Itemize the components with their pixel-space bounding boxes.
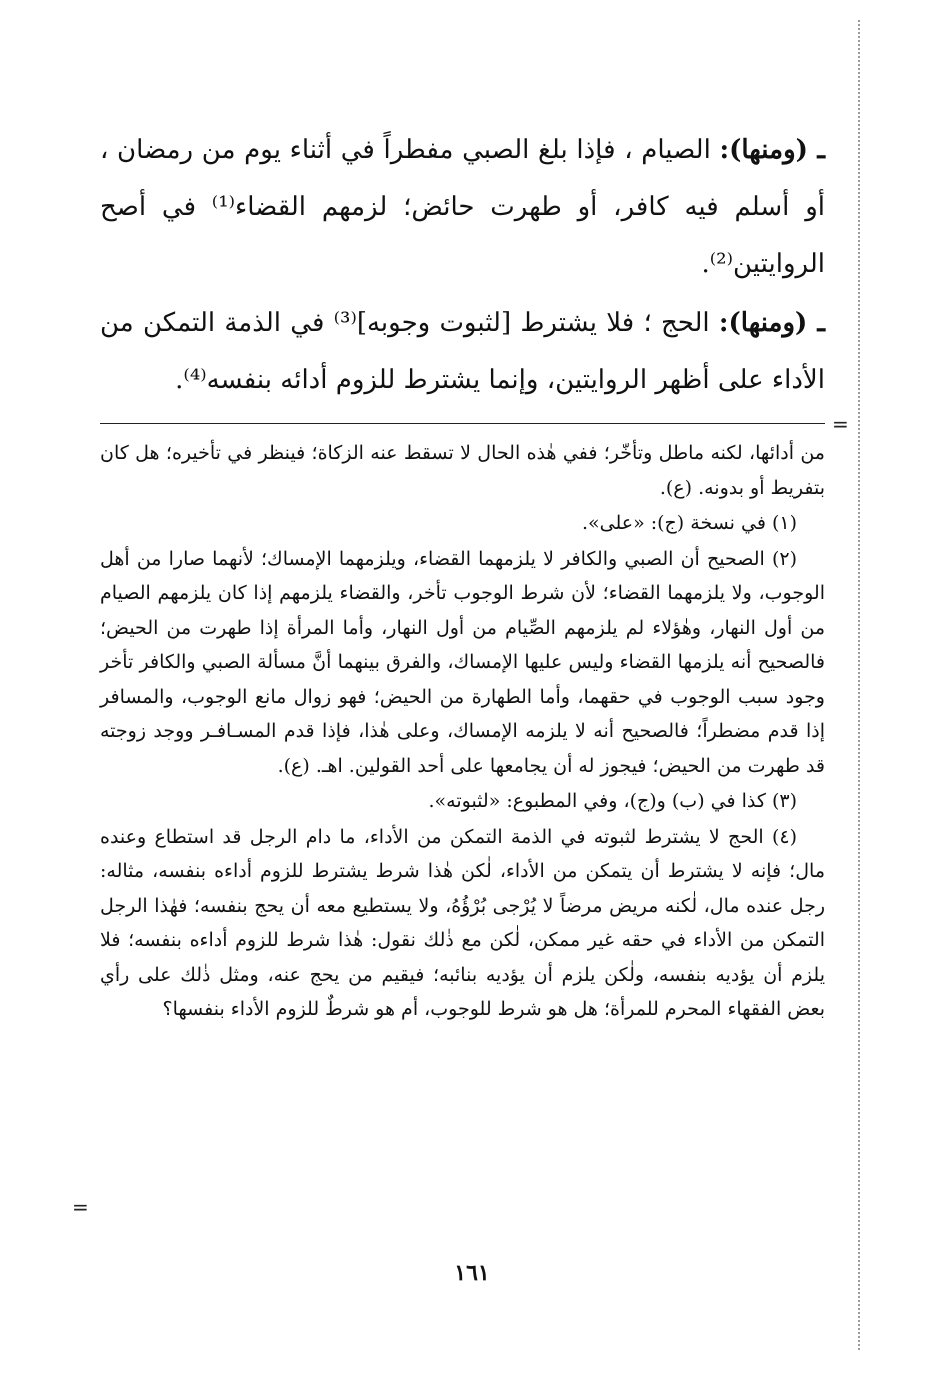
main-paragraph-2 <box>100 295 825 409</box>
footnote-continued: من أدائها، لكنه ماطل وتأخّر؛ ففي هٰذه الحال لا تسقط عنه الزكاة؛ فينظر في تأخيره؛ هل كان بتفريط أو بدونه. (ع). <box>100 442 825 499</box>
paragraph-text: الحج ؛ فلا يشترط [لثبوت وجوبه]⁽³⁾ في الذمة التمكن من الأداء على أظهر الروايتين، وإنما يشترط للزوم أدائه بنفسه⁽⁴⁾. <box>100 308 825 395</box>
footnote-divider <box>100 423 825 424</box>
footnote-2: (٢) الصحيح أن الصبي والكافر لا يلزمهما القضاء، ويلزمهما الإمساك؛ لأنهما صارا من أهل الوجوب، ولا يلزمهما القضاء؛ لأن شرط الوجوب تأخر، والقضاء يلزمهم إذا كان يلزمهم الصيام من أول النهار، وهٰؤلاء لم يلزمهم الصِّيام من أول النهار، وأما المرأة إذا طهرت من الحيض؛ فالصحيح أنه يلزمها القضاء وليس عليها الإمساك، والفرق بينهما أنَّ مسألة الصبي والكافر تأخر وجود سبب الوجوب في حقهما، وأما الطهارة من الحيض؛ فهو زوال مانع الوجوب، والمسافر إذا قدم مضطراً؛ فالصحيح أنه لا يلزمه الإمساك، وعلى هٰذا، فإذا قدم المسـافـر ووجد زوجته قد طهرت من الحيض؛ فيجوز له أن يجامعها على أحد القولين. اهـ. (ع). <box>100 547 825 777</box>
page-number: ١٦١ <box>454 1260 490 1286</box>
page-edge-dotted-line <box>858 20 860 1350</box>
page-content <box>100 122 825 1028</box>
paragraph-lead: ـ (ومنها): <box>718 308 825 338</box>
footnote-continuation-mark: = <box>832 412 849 436</box>
paragraph-lead: ـ (ومنها): <box>719 135 825 165</box>
footnote-4: (٤) الحج لا يشترط لثبوته في الذمة التمكن من الأداء، ما دام الرجل قد استطاع وعنده مال؛ فإنه لا يشترط أن يتمكن من الأداء، لٰكن هٰذا شرط يشترط للزوم أداءه بنفسه، مثاله: رجل عنده مال، لٰكنه مريض مرضاً لا يُرْجى بُرْؤُهُ، ولا يستطيع معه أن يحج بنفسه؛ فهٰذا الرجل التمكن من الأداء في حقه غير ممكن، لٰكن مع ذٰلك نقول: هٰذا شرط للزوم أداءه بنفسه؛ فلا يلزم أن يؤديه بنفسه، ولٰكن يلزم أن يؤديه بنائبه؛ فيقيم من يحج عنه، ومثل ذٰلك على رأي بعض الفقهاء المحرم للمرأة؛ هل هو شرط للوجوب، أم هو شرطٌ للزوم الأداء بنفسها؟ <box>100 825 825 1020</box>
main-text <box>100 122 825 409</box>
footnotes <box>100 436 825 1027</box>
paragraph-text: الصيام ، فإذا بلغ الصبي مفطراً في أثناء يوم من رمضان ، أو أسلم فيه كافر، أو طهرت حائض؛ لزمهم القضاء⁽¹⁾ في أصح الروايتين⁽²⁾. <box>100 135 825 279</box>
footnote-3: (٣) كذا في (ب) و(ج)، وفي المطبوع: «لثبوته». <box>428 790 797 812</box>
footnote-continues-mark: = <box>72 1195 89 1219</box>
footnote-1: (١) في نسخة (ج): «على». <box>581 512 797 534</box>
main-paragraph-1 <box>100 122 825 293</box>
